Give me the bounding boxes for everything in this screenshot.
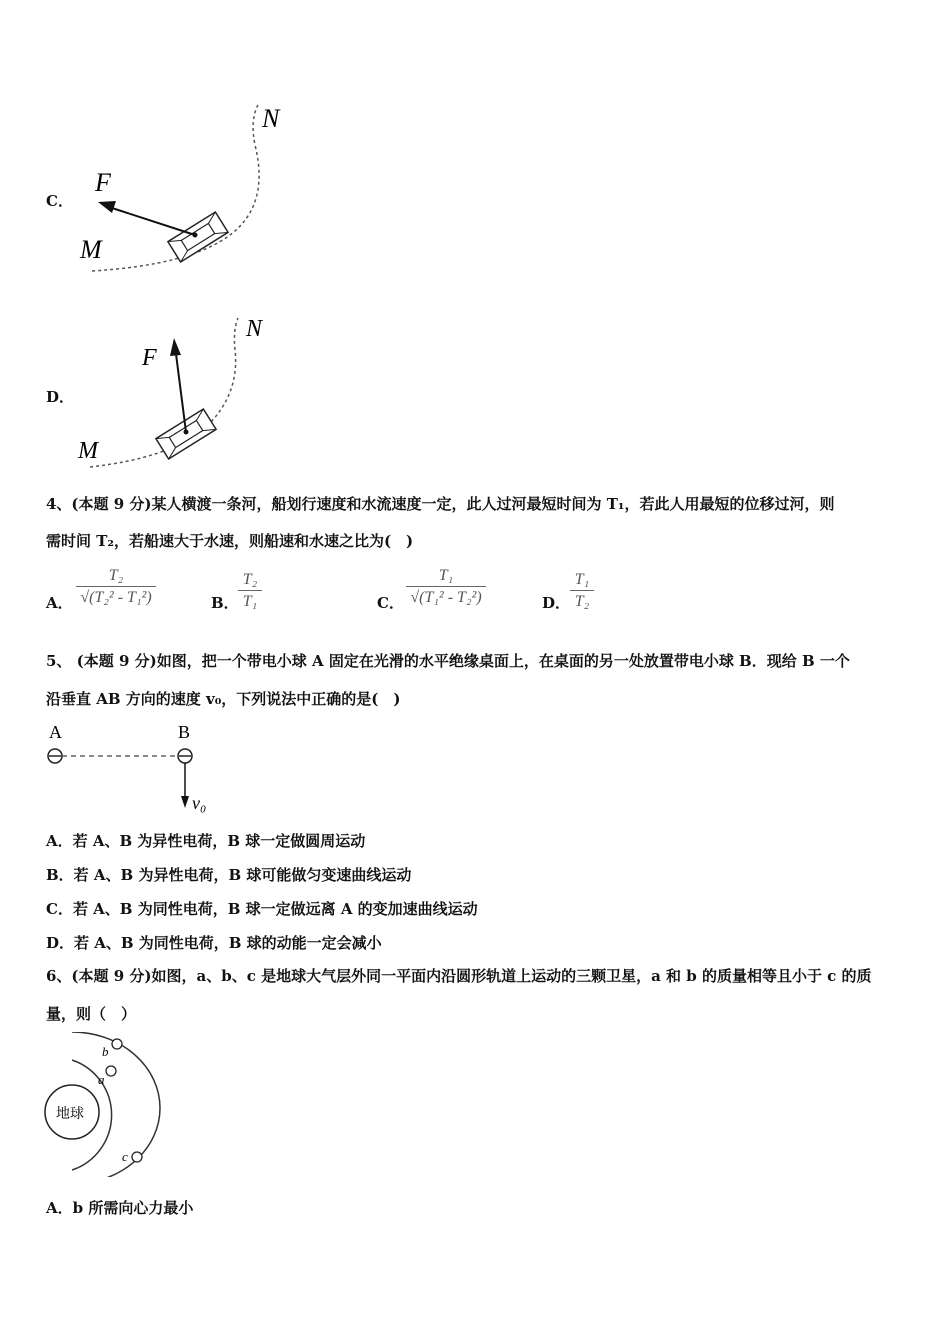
q4-choice-a-label[interactable]: A．: [46, 594, 73, 612]
satellite-b-label: b: [102, 1044, 109, 1059]
option-d-diagram: [70, 310, 290, 470]
q4-choice-d-numerator: T₁: [574, 571, 590, 588]
q4-choice-d-denominator: T₂: [574, 593, 590, 610]
q6-text-line2: 量，则（ ）: [46, 1005, 137, 1023]
q6-orbits-diagram: [40, 1032, 180, 1177]
satellite-c: [132, 1152, 142, 1162]
option-c-label: C．: [46, 192, 73, 210]
q4-choice-b-label[interactable]: B．: [211, 594, 239, 612]
point-n-label-c: N: [262, 104, 280, 133]
q4-choice-c-label[interactable]: C．: [377, 594, 404, 612]
point-m-label-c: M: [80, 235, 102, 264]
q5-charges-diagram: [40, 718, 240, 818]
satellite-a-label: a: [98, 1072, 105, 1087]
q6-choice-a[interactable]: A．b 所需向心力最小: [46, 1199, 194, 1217]
q4-choice-c-fraction: [406, 566, 486, 609]
satellite-a: [106, 1066, 116, 1076]
q5-choice-b[interactable]: B．若 A、B 为异性电荷，B 球可能做匀变速曲线运动: [46, 866, 412, 884]
q4-text-line2: 需时间 T₂，若船速大于水速，则船速和水速之比为( ): [46, 532, 414, 550]
q4-choice-a-fraction: [76, 566, 156, 609]
force-label-d: F: [142, 345, 157, 371]
q4-text-line1: 4、(本题 9 分)某人横渡一条河，船划行速度和水流速度一定，此人过河最短时间为 T₁，若此人用最短的位移过河，则: [46, 495, 835, 513]
q4-choice-c-numerator: T₁: [438, 567, 454, 584]
satellite-b: [112, 1039, 122, 1049]
point-n-label-d: N: [246, 316, 263, 342]
q4-choice-c-denominator: √(T₁² - T₂²): [410, 589, 482, 606]
option-d-label: D．: [46, 388, 75, 406]
velocity-label: v₀: [192, 793, 207, 813]
q5-choice-c[interactable]: C．若 A、B 为同性电荷，B 球一定做远离 A 的变加速曲线运动: [46, 900, 478, 918]
force-label-c: F: [95, 168, 111, 197]
q4-choice-d-label[interactable]: D．: [542, 594, 571, 612]
q4-choice-a-numerator: T₂: [108, 567, 124, 584]
q4-choice-a-denominator: √(T₂² - T₁²): [80, 589, 152, 606]
option-c-diagram: [70, 95, 310, 285]
q4-choice-b-fraction: [238, 570, 262, 613]
q4-choice-b-numerator: T₂: [242, 571, 258, 588]
satellite-c-label: c: [122, 1149, 128, 1164]
q5-choice-d[interactable]: D．若 A、B 为同性电荷，B 球的动能一定会减小: [46, 934, 382, 952]
q6-text-line1: 6、(本题 9 分)如图，a、b、c 是地球大气层外同一平面内沿圆形轨道上运动的三颗卫星，a 和 b 的质量相等且小于 c 的质: [46, 967, 872, 985]
charge-b-label: B: [178, 722, 191, 742]
charge-a-label: A: [49, 722, 62, 742]
point-m-label-d: M: [78, 438, 98, 464]
earth-label: 地球: [56, 1107, 84, 1122]
q5-text-line1: 5、 (本题 9 分)如图，把一个带电小球 A 固定在光滑的水平绝缘桌面上，在桌面的另一处放置带电小球 B．现给 B 一个: [46, 652, 850, 670]
q5-choice-a[interactable]: A．若 A、B 为异性电荷，B 球一定做圆周运动: [46, 832, 366, 850]
q4-choice-b-denominator: T₁: [242, 593, 258, 610]
q5-text-line2: 沿垂直 AB 方向的速度 v₀，下列说法中正确的是( ): [46, 690, 401, 708]
q4-choice-d-fraction: [570, 570, 594, 613]
